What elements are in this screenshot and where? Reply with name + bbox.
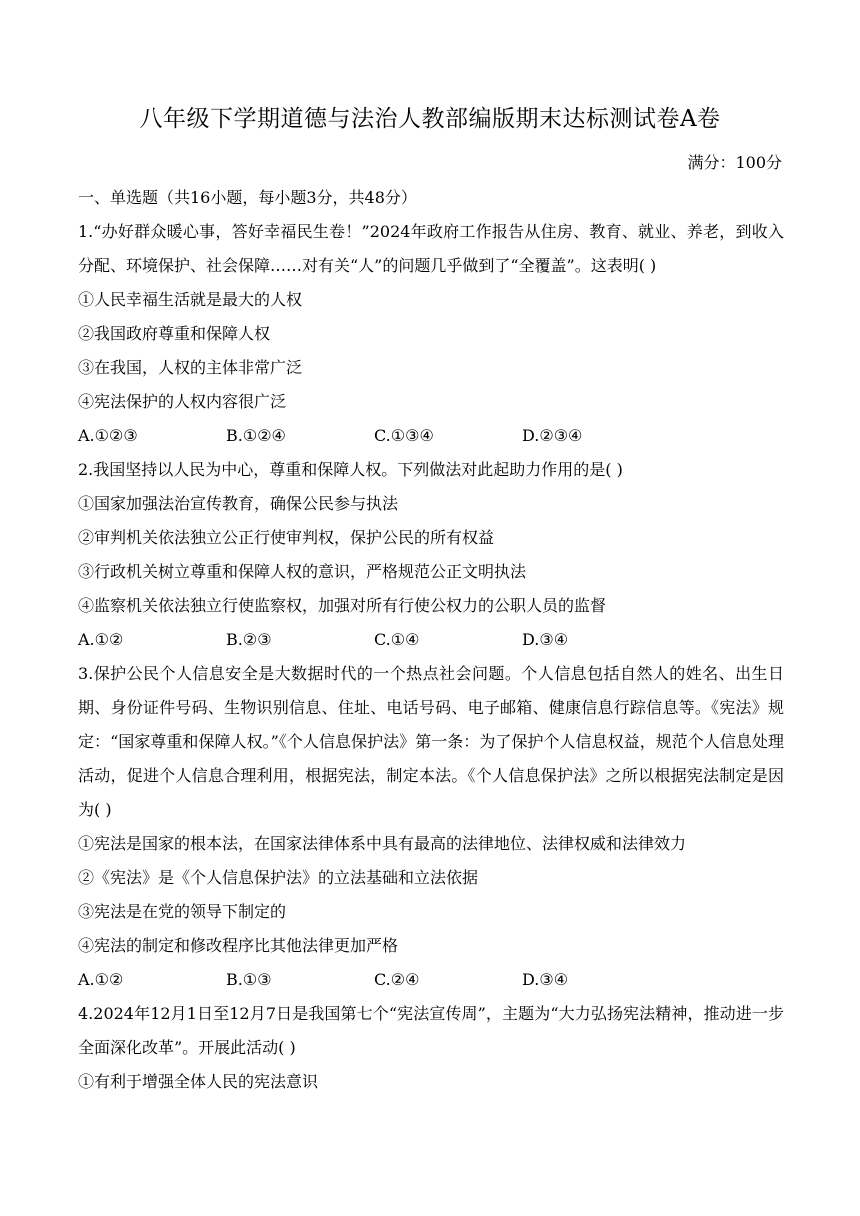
question-stem: 4.2024年12月1日至12月7日是我国第七个“宪法宣传周”，主题为“大力弘扬宪法精神，推动进一步全面深化改革”。开展此活动( )	[78, 1004, 784, 1057]
option-b: B.②③	[226, 630, 272, 649]
question-3	[78, 657, 784, 997]
option-c: C.①③④	[374, 426, 434, 445]
statement-item: ③在我国，人权的主体非常广泛	[78, 358, 303, 377]
option-c: C.②④	[374, 970, 420, 989]
question-stem: 2.我国坚持以人民为中心，尊重和保障人权。下列做法对此起助力作用的是( )	[78, 460, 623, 479]
statement-item: ③行政机关树立尊重和保障人权的意识，严格规范公正文明执法	[78, 562, 527, 581]
option-d: D.③④	[522, 630, 569, 649]
option-d: D.②③④	[522, 426, 583, 445]
option-b: B.①②④	[226, 426, 286, 445]
option-a: A.①②	[78, 630, 124, 649]
document-body	[78, 181, 784, 1099]
section-heading: 一、单选题（共16小题，每小题3分，共48分）	[78, 188, 417, 207]
statement-item: ②我国政府尊重和保障人权	[78, 324, 271, 343]
full-score: 满分：100分	[687, 153, 782, 172]
answer-options	[78, 623, 784, 657]
question-stem: 1.“办好群众暖心事，答好幸福民生卷！”2024年政府工作报告从住房、教育、就业、养老，到收入分配、环境保护、社会保障……对有关“人”的问题几乎做到了“全覆盖”。这表明( )	[78, 222, 784, 275]
page-title: 八年级下学期道德与法治人教部编版期末达标测试卷A卷	[139, 106, 721, 132]
question-stem: 3.保护公民个人信息安全是大数据时代的一个热点社会问题。个人信息包括自然人的姓名、出生日期、身份证件号码、生物识别信息、住址、电话号码、电子邮箱、健康信息行踪信息等。《宪法》规定：“国家尊重和保障人权。”《个人信息保护法》第一条：为了保护个人信息权益，规范个人信息处理活动，促进个人信息合理利用，根据宪法，制定本法。《个人信息保护法》之所以根据宪法制定是因为( )	[78, 664, 784, 819]
statement-item: ①宪法是国家的根本法，在国家法律体系中具有最高的法律地位、法律权威和法律效力	[78, 834, 687, 853]
statement-item: ④监察机关依法独立行使监察权，加强对所有行使公权力的公职人员的监督	[78, 596, 607, 615]
question-1	[78, 215, 784, 453]
option-a: A.①②	[78, 970, 124, 989]
option-b: B.①③	[226, 970, 272, 989]
statement-item: ①国家加强法治宣传教育，确保公民参与执法	[78, 494, 399, 513]
answer-options	[78, 963, 784, 997]
question-2	[78, 453, 784, 657]
statement-item: ①有利于增强全体人民的宪法意识	[78, 1072, 319, 1091]
statement-item: ①人民幸福生活就是最大的人权	[78, 290, 303, 309]
statement-item: ④宪法的制定和修改程序比其他法律更加严格	[78, 936, 399, 955]
statement-item: ②审判机关依法独立公正行使审判权，保护公民的所有权益	[78, 528, 495, 547]
option-d: D.③④	[522, 970, 569, 989]
option-a: A.①②③	[78, 426, 138, 445]
question-4	[78, 997, 784, 1099]
statement-item: ④宪法保护的人权内容很广泛	[78, 392, 287, 411]
answer-options	[78, 419, 784, 453]
statement-item: ③宪法是在党的领导下制定的	[78, 902, 287, 921]
statement-item: ②《宪法》是《个人信息保护法》的立法基础和立法依据	[78, 868, 479, 887]
option-c: C.①④	[374, 630, 420, 649]
